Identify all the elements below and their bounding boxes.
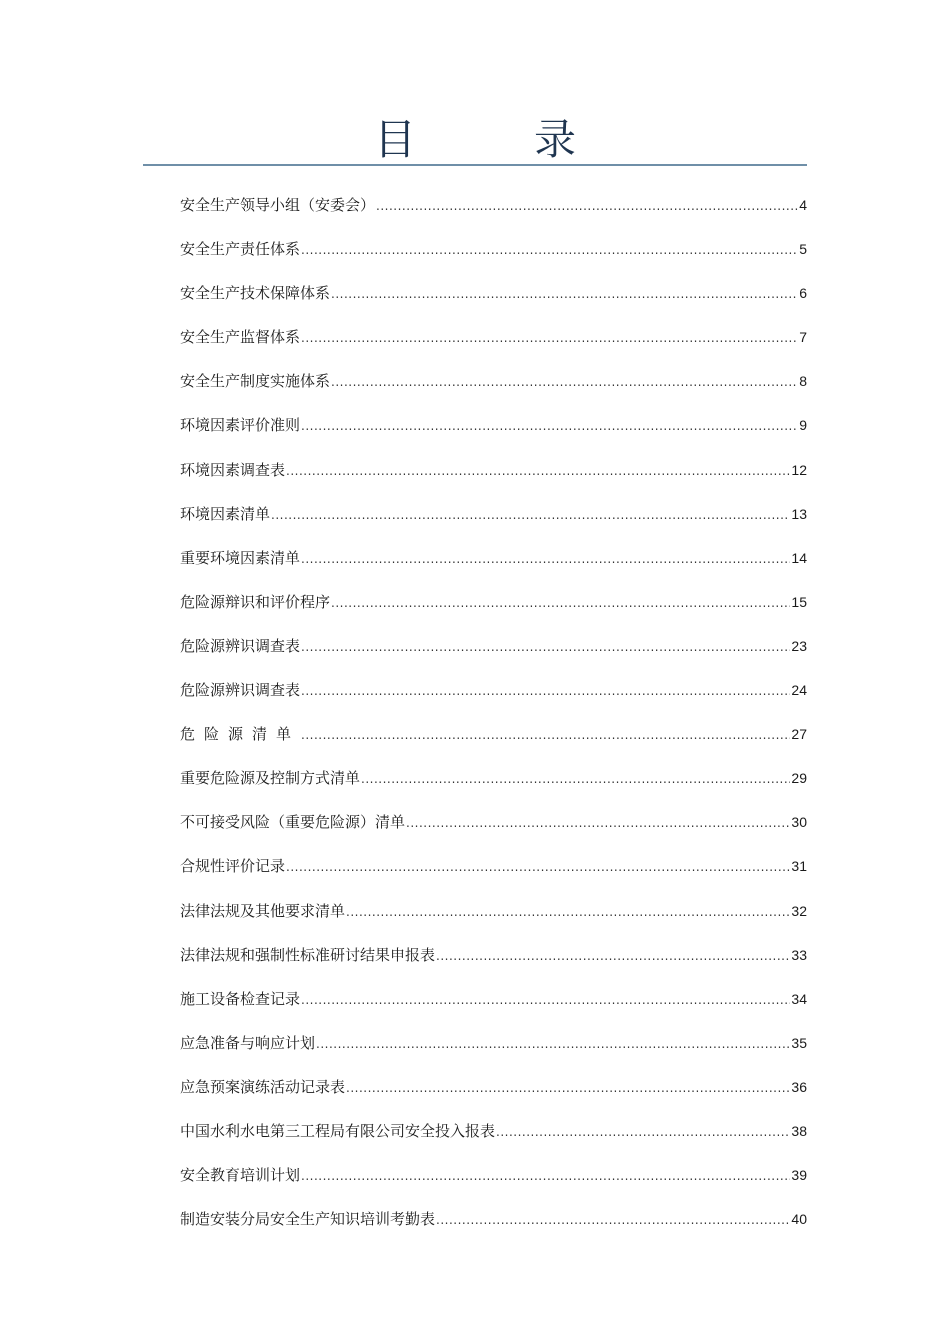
toc-dot-leader: [331, 590, 790, 615]
toc-item-page: 39: [791, 1167, 807, 1184]
toc-item-label: 应急预案演练活动记录表: [180, 1077, 346, 1096]
toc-item[interactable]: [180, 1075, 807, 1119]
toc-item[interactable]: [180, 810, 807, 854]
toc-item-page: 5: [799, 241, 807, 258]
toc-dot-leader: [301, 237, 798, 262]
toc-item-label: 危险源辨识调查表: [180, 636, 301, 655]
toc-item-label: 重要环境因素清单: [180, 548, 301, 567]
toc-item[interactable]: [180, 678, 807, 722]
toc-item[interactable]: [180, 634, 807, 678]
toc-dot-leader: [301, 987, 790, 1012]
toc-item-page: 27: [791, 726, 807, 743]
toc-item-label: 制造安装分局安全生产知识培训考勤表: [180, 1210, 436, 1229]
toc-item[interactable]: [180, 1119, 807, 1163]
toc-dot-leader: [346, 1075, 790, 1100]
toc-item[interactable]: [180, 237, 807, 281]
toc-item-label: 安全生产制度实施体系: [180, 372, 331, 391]
toc-dot-leader: [376, 193, 798, 218]
toc-item-label: 环境因素清单: [180, 504, 271, 523]
toc-item-page: 33: [791, 946, 807, 963]
toc-item-page: 7: [799, 329, 807, 346]
title-underline: [143, 164, 807, 166]
toc-item-page: 29: [791, 770, 807, 787]
toc-dot-leader: [436, 1207, 790, 1232]
toc-item-label: 重要危险源及控制方式清单: [180, 769, 361, 788]
toc-item-label: 环境因素评价准则: [180, 416, 301, 435]
toc-item-label: 安全教育培训计划: [180, 1166, 301, 1185]
toc-item-label: 危险源清单: [180, 725, 301, 744]
toc-item[interactable]: [180, 325, 807, 369]
toc-dot-leader: [301, 413, 798, 438]
toc-item-page: 31: [791, 858, 807, 875]
toc-item-label: 安全生产技术保障体系: [180, 284, 331, 303]
toc-item-page: 6: [799, 285, 807, 302]
toc-item-label: 应急准备与响应计划: [180, 1033, 316, 1052]
toc-dot-leader: [271, 502, 790, 527]
toc-item[interactable]: [180, 766, 807, 810]
toc-item-label: 合规性评价记录: [180, 857, 286, 876]
page-title: 目 录: [373, 115, 614, 164]
toc-item[interactable]: [180, 1031, 807, 1075]
toc-item-page: 13: [791, 505, 807, 522]
toc-item[interactable]: [180, 546, 807, 590]
toc-item-page: 34: [791, 990, 807, 1007]
toc-item[interactable]: [180, 899, 807, 943]
toc-item-label: 危险源辩识和评价程序: [180, 592, 331, 611]
toc-item-page: 14: [791, 549, 807, 566]
toc-dot-leader: [301, 325, 798, 350]
toc-dot-leader: [301, 546, 790, 571]
toc-item-page: 15: [791, 593, 807, 610]
toc-item-label: 安全生产领导小组（安委会）: [180, 196, 376, 214]
table-of-contents: [180, 193, 807, 1251]
toc-item-label: 不可接受风险（重要危险源）清单: [180, 813, 406, 832]
toc-item-label: 中国水利水电第三工程局有限公司安全投入报表: [180, 1121, 496, 1140]
toc-item[interactable]: [180, 722, 807, 766]
toc-dot-leader: [496, 1119, 790, 1144]
toc-dot-leader: [361, 766, 790, 791]
toc-item[interactable]: [180, 281, 807, 325]
toc-item-label: 安全生产责任体系: [180, 240, 301, 259]
toc-item[interactable]: [180, 987, 807, 1031]
toc-dot-leader: [301, 1163, 790, 1188]
toc-item[interactable]: [180, 1163, 807, 1207]
toc-item-label: 环境因素调查表: [180, 460, 286, 479]
toc-item-label: 危险源辨识调查表: [180, 681, 301, 700]
toc-dot-leader: [301, 678, 790, 703]
toc-dot-leader: [331, 369, 798, 394]
toc-dot-leader: [286, 854, 790, 879]
toc-item[interactable]: [180, 502, 807, 546]
toc-item-page: 30: [791, 814, 807, 831]
toc-item-page: 8: [799, 373, 807, 390]
toc-item-label: 施工设备检查记录: [180, 989, 301, 1008]
toc-item[interactable]: [180, 943, 807, 987]
toc-item-page: 9: [799, 417, 807, 434]
toc-item-page: 23: [791, 637, 807, 654]
toc-item[interactable]: [180, 193, 807, 237]
toc-dot-leader: [301, 722, 790, 747]
toc-item-page: 40: [791, 1211, 807, 1228]
toc-dot-leader: [406, 810, 790, 835]
toc-item[interactable]: [180, 854, 807, 898]
toc-item-page: 4: [799, 197, 807, 213]
toc-item[interactable]: [180, 590, 807, 634]
toc-item[interactable]: [180, 1207, 807, 1251]
toc-item-label: 法律法规和强制性标准研讨结果申报表: [180, 945, 436, 964]
toc-item-page: 24: [791, 682, 807, 699]
toc-item-page: 12: [791, 461, 807, 478]
toc-dot-leader: [436, 943, 790, 968]
toc-item-page: 36: [791, 1078, 807, 1095]
toc-item-page: 38: [791, 1122, 807, 1139]
toc-dot-leader: [286, 458, 790, 483]
toc-item[interactable]: [180, 458, 807, 502]
toc-item[interactable]: [180, 369, 807, 413]
toc-dot-leader: [316, 1031, 790, 1056]
toc-item-label: 安全生产监督体系: [180, 328, 301, 347]
toc-item-page: 35: [791, 1034, 807, 1051]
toc-dot-leader: [346, 899, 790, 924]
toc-item-label: 法律法规及其他要求清单: [180, 901, 346, 920]
toc-dot-leader: [301, 634, 790, 659]
toc-item[interactable]: [180, 413, 807, 457]
toc-dot-leader: [331, 281, 798, 306]
toc-item-page: 32: [791, 902, 807, 919]
